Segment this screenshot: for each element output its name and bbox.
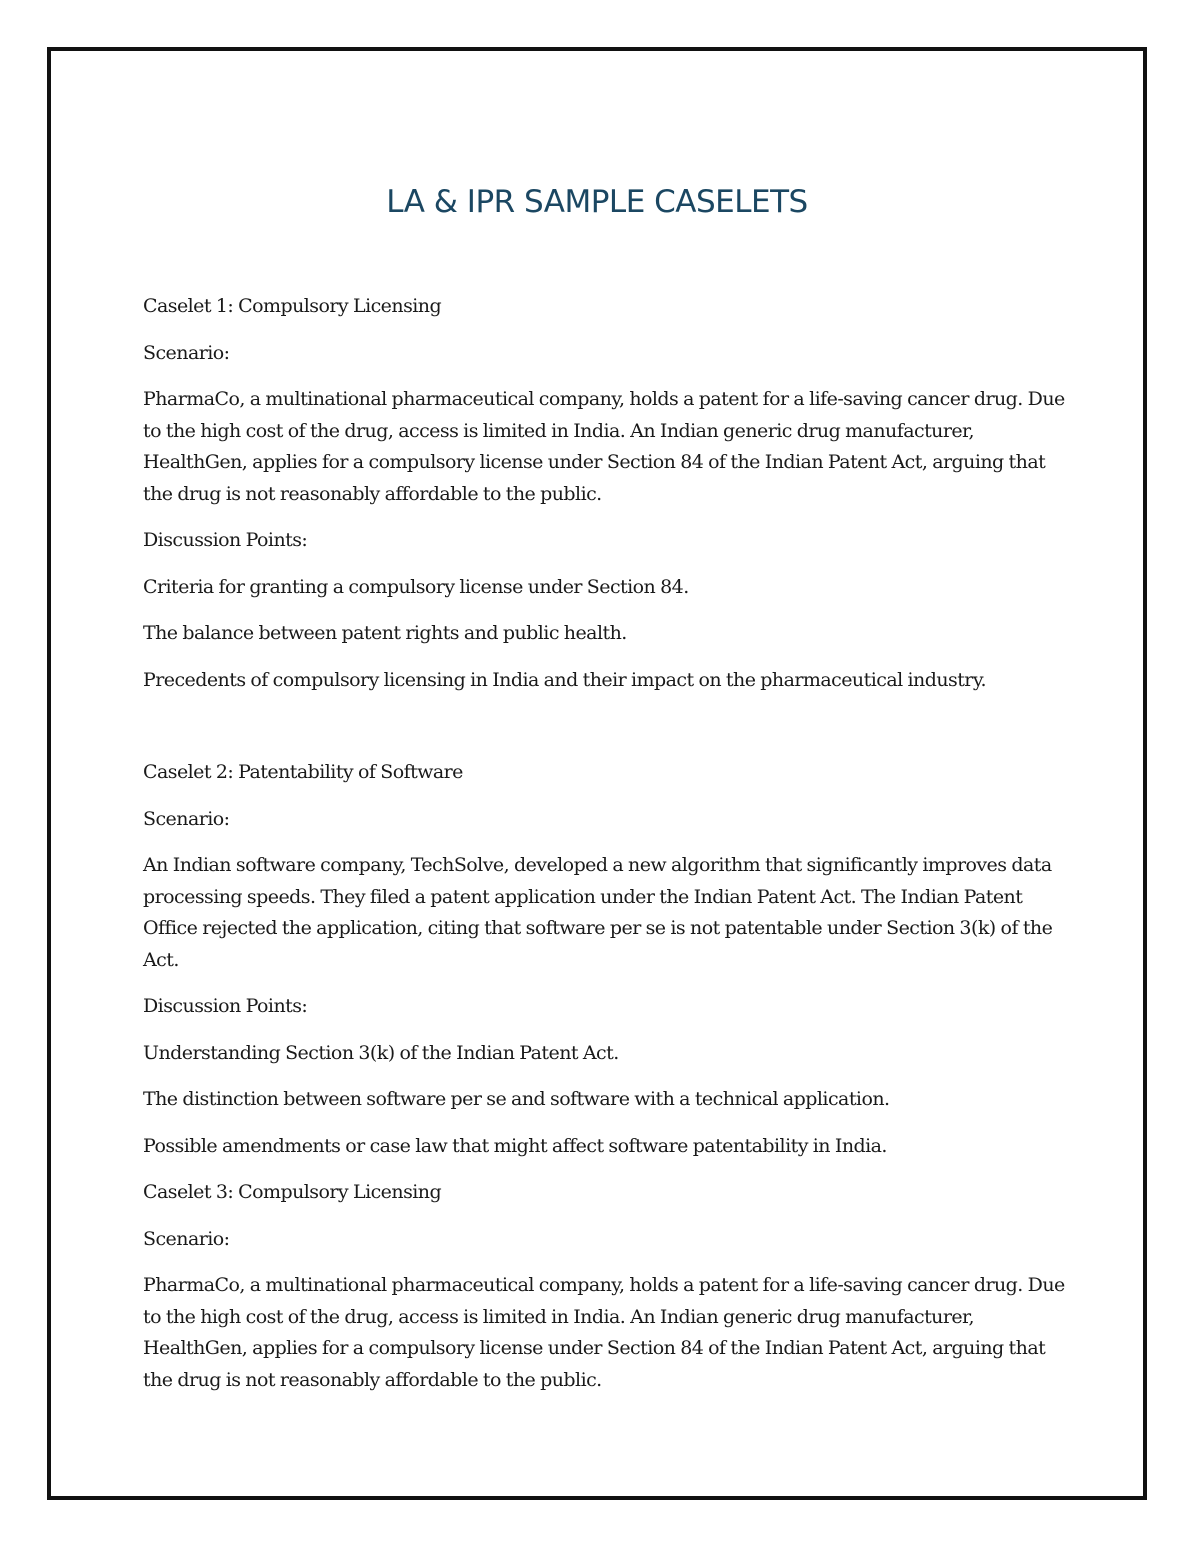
scenario-label: Scenario: — [143, 807, 230, 830]
discussion-label: Discussion Points: — [143, 995, 308, 1017]
caselet-2 — [143, 757, 1073, 1162]
scenario-text: PharmaCo, a multinational pharmaceutical company, holds a patent for a life-saving cancer drug. Due to the high cost of the drug, access is limited in India. An Indian generic drug manufacturer, HealthGen, applies for a compulsory license under Section 84 of the Indian Patent Act, arguing that the drug is not reasonably affordable to the public. — [143, 388, 1065, 505]
caselet-heading: Caselet 2: Patentability of Software — [143, 761, 463, 783]
discussion-point: The balance between patent rights and public health. — [143, 622, 627, 644]
caselet-3 — [143, 1177, 1073, 1396]
scenario-text: PharmaCo, a multinational pharmaceutical company, holds a patent for a life-saving cancer drug. Due to the high cost of the drug, access is limited in India. An Indian generic drug manufacturer, HealthGen, applies for a compulsory license under Section 84 of the Indian Patent Act, arguing that the drug is not reasonably affordable to the public. — [143, 1274, 1065, 1391]
discussion-point: The distinction between software per se and software with a technical application. — [143, 1088, 890, 1110]
page-frame — [47, 47, 1147, 1500]
document-body — [143, 291, 1073, 1411]
discussion-point: Criteria for granting a compulsory license under Section 84. — [143, 575, 689, 598]
caselet-heading: Caselet 1: Compulsory Licensing — [143, 295, 442, 317]
caselet-heading: Caselet 3: Compulsory Licensing — [143, 1181, 442, 1203]
discussion-point: Understanding Section 3(k) of the Indian Patent Act. — [143, 1041, 619, 1064]
section-spacer — [143, 711, 1073, 757]
discussion-label: Discussion Points: — [143, 529, 308, 551]
scenario-label: Scenario: — [143, 341, 230, 364]
scenario-text: An Indian software company, TechSolve, developed a new algorithm that significantly improves data processing speeds. They filed a patent application under the Indian Patent Act. The Indian Patent Office rejected the application, citing that software per se is not patentable under Section 3(k) of the Act. — [143, 854, 1053, 971]
page-title: LA & IPR SAMPLE CASELETS — [386, 184, 808, 220]
scenario-label: Scenario: — [143, 1227, 230, 1250]
discussion-point: Possible amendments or case law that might affect software patentability in India. — [143, 1134, 887, 1157]
caselet-1 — [143, 291, 1073, 696]
discussion-point: Precedents of compulsory licensing in India and their impact on the pharmaceutical industry. — [143, 668, 986, 691]
